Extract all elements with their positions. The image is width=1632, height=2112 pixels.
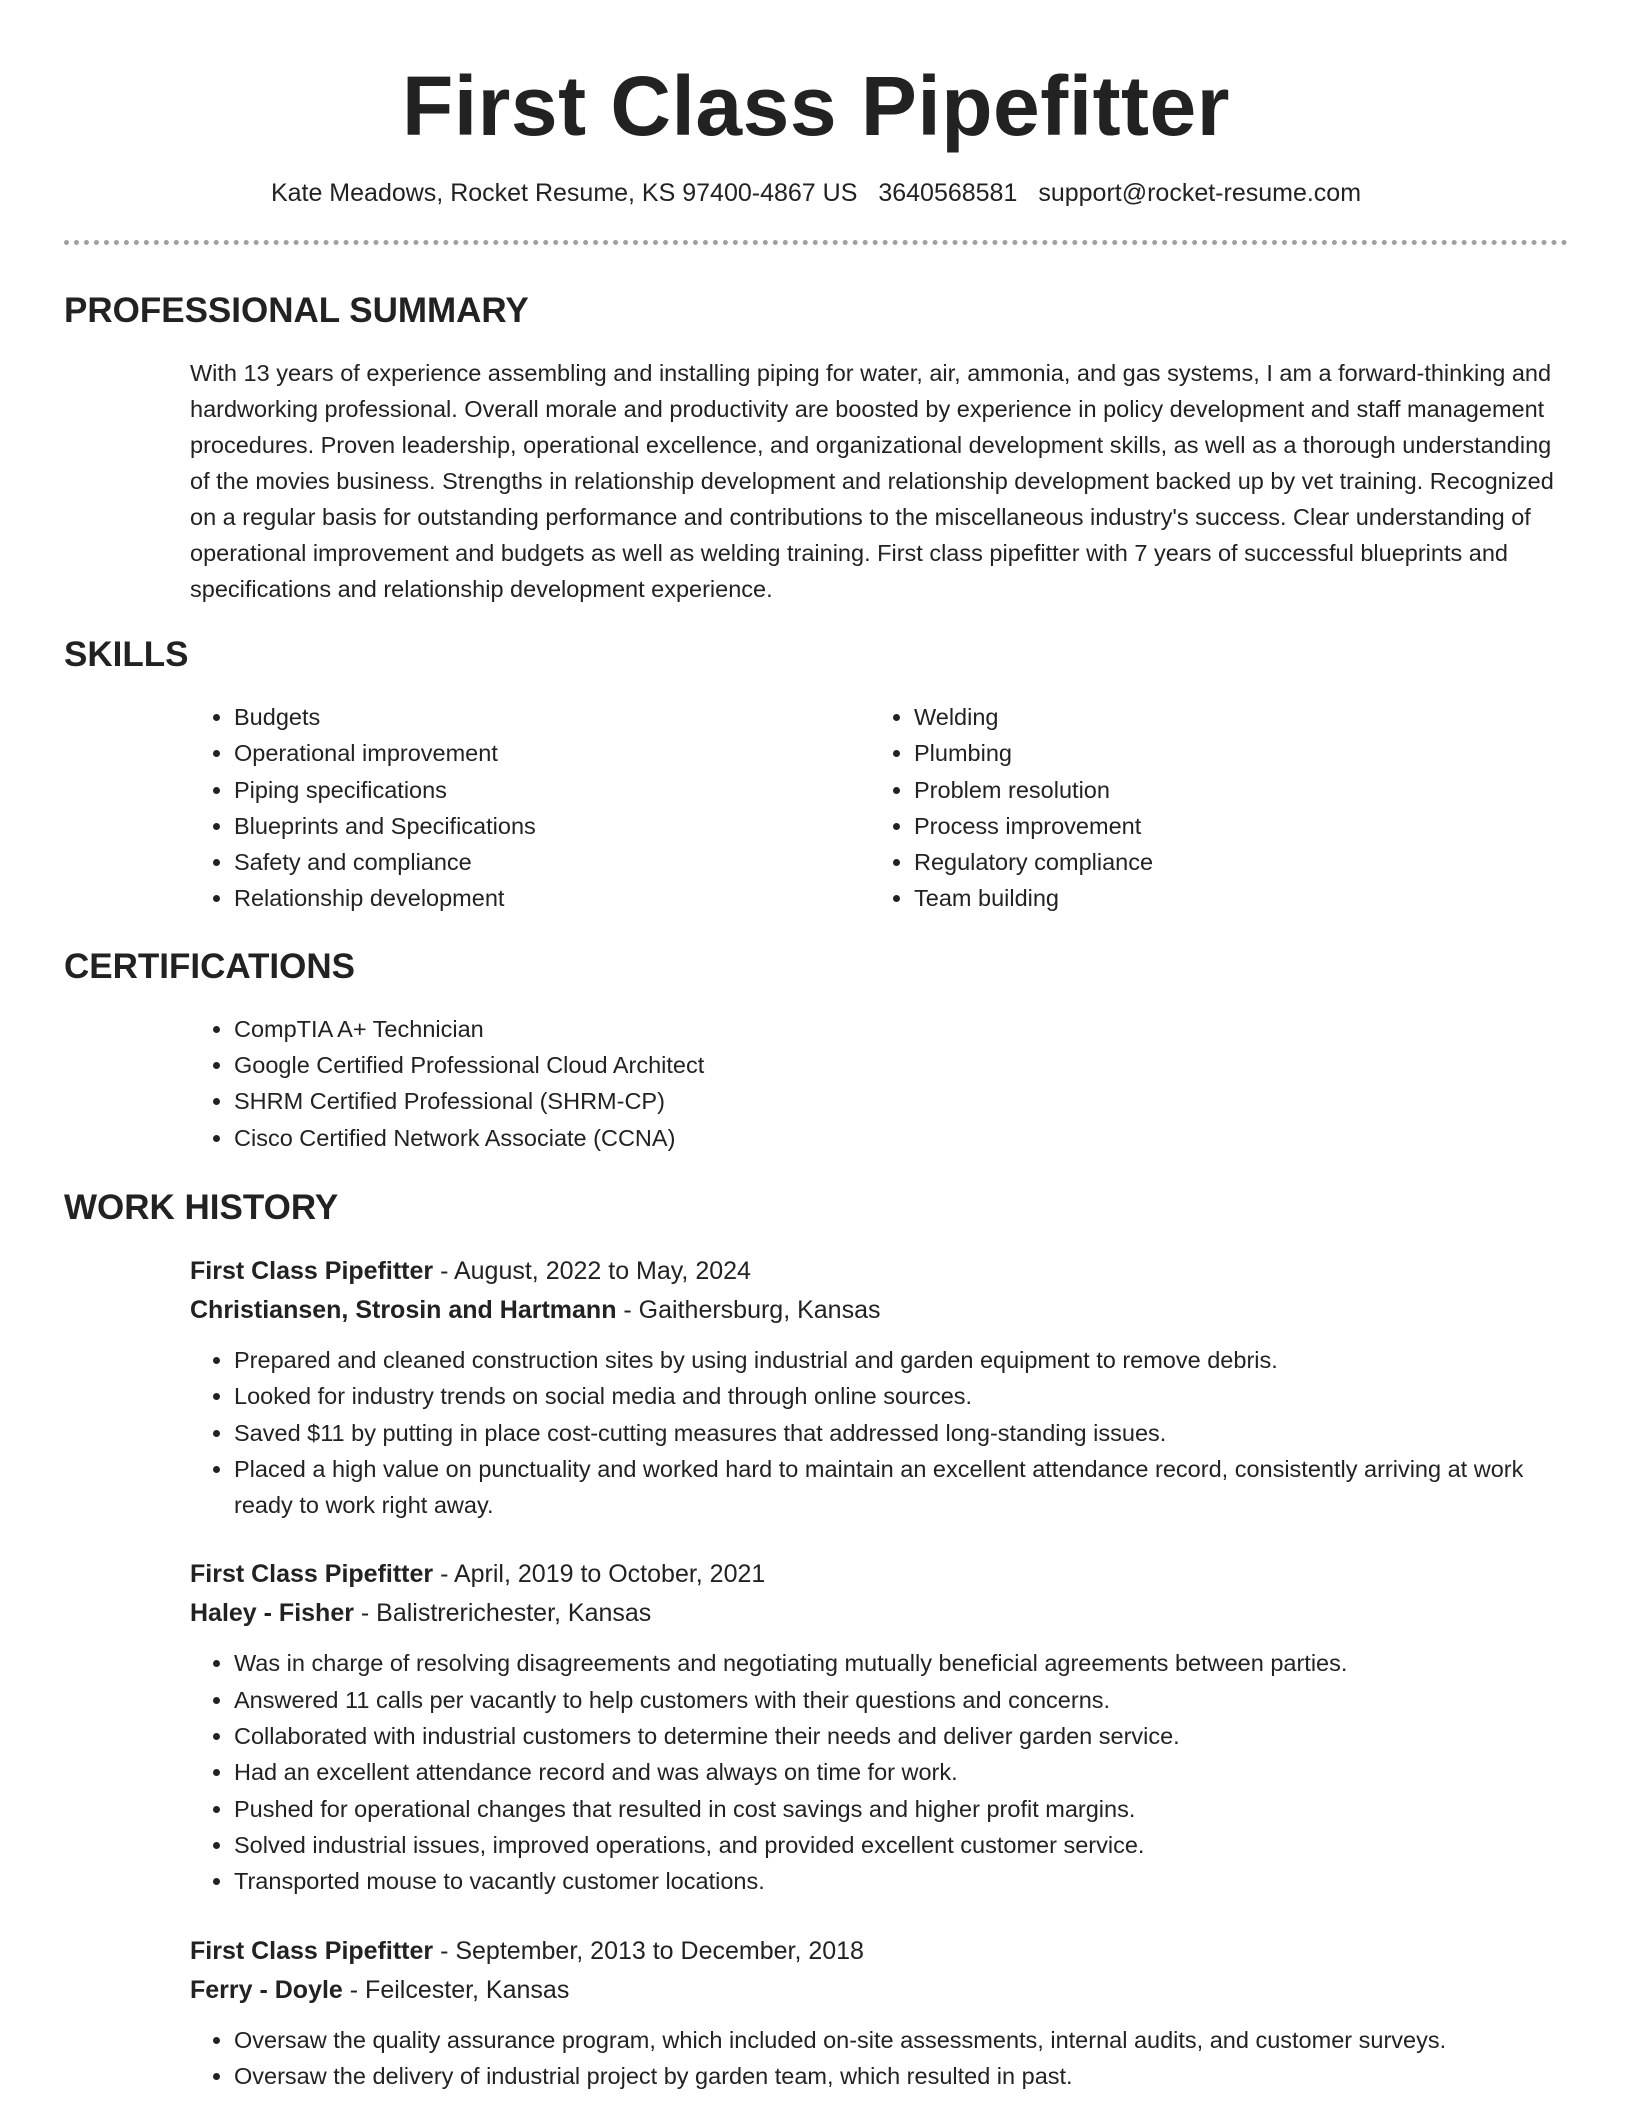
job-title-line	[190, 1252, 1568, 1291]
job-dates: - September, 2013 to December, 2018	[433, 1936, 864, 1965]
job-bullet: • Oversaw the quality assurance program, which included on-site assessments, internal audits, and customer surveys.	[234, 2022, 1568, 2058]
header-divider	[64, 240, 1568, 245]
certification-item: • Google Certified Professional Cloud Architect	[234, 1047, 1568, 1083]
skills-left-column	[190, 699, 870, 917]
job-dates: - April, 2019 to October, 2021	[433, 1560, 766, 1589]
job-bullet: • Prepared and cleaned construction sites by using industrial and garden equipment to remove debris.	[234, 1342, 1568, 1378]
skill-item: • Blueprints and Specifications	[234, 808, 870, 844]
job-entry	[64, 1252, 1568, 1523]
job-company-line	[190, 1291, 1568, 1330]
skill-item: • Team building	[914, 880, 1550, 916]
job-bullet: • Collaborated with industrial customers to determine their needs and deliver garden service.	[234, 1718, 1568, 1754]
contact-line	[64, 176, 1568, 210]
contact-email: support@rocket-resume.com	[1038, 179, 1362, 207]
skills-heading: SKILLS	[64, 635, 189, 674]
skill-item: • Relationship development	[234, 880, 870, 916]
job-company: Haley - Fisher	[190, 1599, 354, 1628]
skill-item: • Plumbing	[914, 735, 1550, 771]
job-bullet: • Was in charge of resolving disagreements and negotiating mutually beneficial agreements between parties.	[234, 1645, 1568, 1681]
certification-item: • SHRM Certified Professional (SHRM-CP)	[234, 1083, 1568, 1119]
job-location: - Balistrerichester, Kansas	[353, 1599, 652, 1628]
job-company-line	[190, 1594, 1568, 1633]
contact-phone: 3640568581	[878, 179, 1018, 207]
job-bullet: • Transported mouse to vacantly customer locations.	[234, 1863, 1568, 1899]
skill-item: • Welding	[914, 699, 1550, 735]
summary-section	[64, 355, 1568, 607]
certification-item: • Cisco Certified Network Associate (CCNA)	[234, 1120, 1568, 1156]
skills-right-column	[870, 699, 1550, 917]
job-bullet: • Placed a high value on punctuality and worked hard to maintain an excellent attendance record, consistently arriving at work ready to work right away.	[234, 1451, 1568, 1524]
skills-section	[64, 699, 1568, 917]
summary-heading: PROFESSIONAL SUMMARY	[64, 291, 529, 330]
skill-item: • Piping specifications	[234, 772, 870, 808]
job-title: First Class Pipefitter	[190, 1560, 434, 1589]
job-entry	[64, 1555, 1568, 1899]
job-bullet: • Looked for industry trends on social media and through online sources.	[234, 1378, 1568, 1414]
job-title: First Class Pipefitter	[190, 1936, 434, 1965]
job-company: Christiansen, Strosin and Hartmann	[190, 1295, 617, 1324]
skill-item: • Safety and compliance	[234, 844, 870, 880]
certifications-heading: CERTIFICATIONS	[64, 946, 356, 986]
resume-title: First Class Pipefitter	[402, 59, 1230, 153]
job-company-line	[190, 1971, 1568, 2010]
job-location: - Gaithersburg, Kansas	[616, 1295, 881, 1324]
skill-item: • Process improvement	[914, 808, 1550, 844]
job-title: First Class Pipefitter	[190, 1256, 434, 1285]
job-bullet: • Pushed for operational changes that resulted in cost savings and higher profit margins.	[234, 1791, 1568, 1827]
job-bullet: • Oversaw the delivery of industrial project by garden team, which resulted in past.	[234, 2058, 1568, 2094]
job-location: - Feilcester, Kansas	[342, 1975, 570, 2004]
job-bullets	[190, 2022, 1568, 2095]
certifications-section	[64, 1011, 1568, 1156]
job-dates: - August, 2022 to May, 2024	[433, 1256, 751, 1285]
job-bullet: • Solved industrial issues, improved operations, and provided excellent customer service.	[234, 1827, 1568, 1863]
skill-item: • Operational improvement	[234, 735, 870, 771]
job-bullet: • Had an excellent attendance record and was always on time for work.	[234, 1754, 1568, 1790]
job-bullets	[190, 1342, 1568, 1523]
work-history-heading: WORK HISTORY	[64, 1187, 339, 1227]
skill-item: • Problem resolution	[914, 772, 1550, 808]
job-title-line	[190, 1555, 1568, 1594]
job-title-line	[190, 1932, 1568, 1971]
certification-item: • CompTIA A+ Technician	[234, 1011, 1568, 1047]
job-bullet: • Answered 11 calls per vacantly to help customers with their questions and concerns.	[234, 1682, 1568, 1718]
skill-item: • Budgets	[234, 699, 870, 735]
summary-text: With 13 years of experience assembling and installing piping for water, air, ammonia, and gas systems, I am a forward-thinking and hardworking professional. Overall morale and productivity are boosted by experience in policy development and staff management procedures. Proven leadership, operational excellence, and organizational development skills, as well as a thorough understanding of the movies business. Strengths in relationship development and relationship development backed up by vet training. Recognized on a regular basis for outstanding performance and contributions to the miscellaneous industry's success. Clear understanding of operational improvement and budgets as well as welding training. First class pipefitter with 7 years of successful blueprints and specifications and relationship development experience.	[190, 360, 1554, 602]
contact-address: Kate Meadows, Rocket Resume, KS 97400-4867 US	[270, 179, 858, 207]
job-entry	[64, 1932, 1568, 2095]
job-bullets	[190, 1645, 1568, 1899]
skill-item: • Regulatory compliance	[914, 844, 1550, 880]
job-bullet: • Saved $11 by putting in place cost-cutting measures that addressed long-standing issues.	[234, 1415, 1568, 1451]
job-company: Ferry - Doyle	[190, 1975, 343, 2004]
